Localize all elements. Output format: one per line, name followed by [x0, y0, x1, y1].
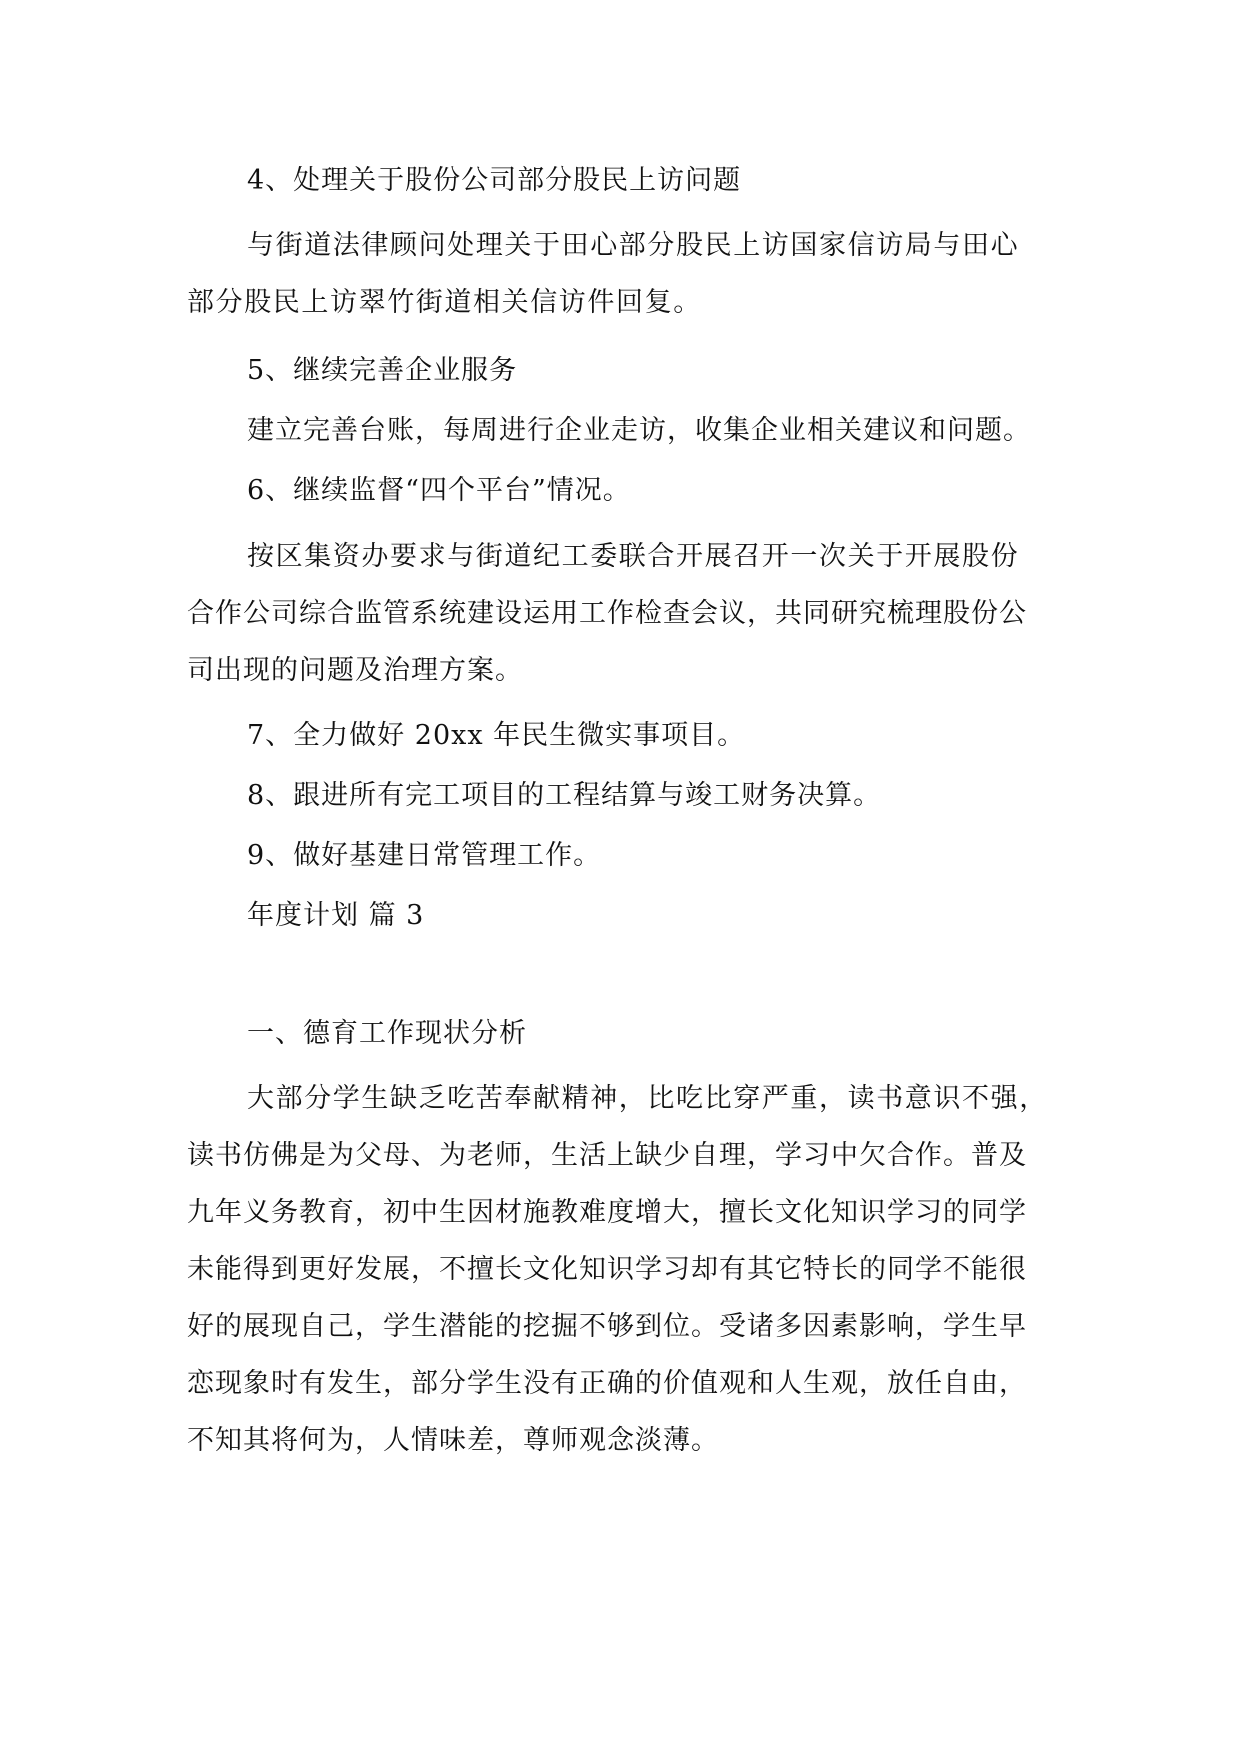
- body-paragraph-line: 不知其将何为，人情味差，尊师观念淡薄。: [187, 1425, 719, 1456]
- body-paragraph-line: 大部分学生缺乏吃苦奉献精神，比吃比穿严重，读书意识不强，: [247, 1083, 1048, 1114]
- body-paragraph-line: 恋现象时有发生，部分学生没有正确的价值观和人生观，放任自由，: [187, 1368, 1027, 1399]
- item-heading-8: 8、跟进所有完工项目的工程结算与竣工财务决算。: [247, 780, 882, 811]
- item-heading-4: 4、处理关于股份公司部分股民上访问题: [247, 165, 742, 196]
- body-paragraph-line: 九年义务教育，初中生因材施教难度增大，擅长文化知识学习的同学: [187, 1197, 1027, 1228]
- body-paragraph-line: 未能得到更好发展，不擅长文化知识学习却有其它特长的同学不能很: [187, 1254, 1027, 1285]
- section-title: 年度计划 篇 3: [247, 900, 425, 931]
- item-heading-7: 7、全力做好 20xx 年民生微实事项目。: [247, 720, 746, 751]
- item-heading-9: 9、做好基建日常管理工作。: [247, 840, 602, 871]
- body-paragraph-line: 司出现的问题及治理方案。: [187, 655, 523, 686]
- body-paragraph-line: 建立完善台账，每周进行企业走访，收集企业相关建议和问题。: [247, 415, 1031, 446]
- body-paragraph-line: 好的展现自己，学生潜能的挖掘不够到位。受诸多因素影响，学生早: [187, 1311, 1027, 1342]
- item-heading-6: 6、继续监督“四个平台”情况。: [247, 475, 631, 506]
- body-paragraph-line: 按区集资办要求与街道纪工委联合开展召开一次关于开展股份: [247, 541, 1020, 572]
- body-paragraph-line: 与街道法律顾问处理关于田心部分股民上访国家信访局与田心: [247, 230, 1020, 261]
- body-paragraph-line: 部分股民上访翠竹街道相关信访件回复。: [187, 287, 702, 318]
- item-heading-5: 5、继续完善企业服务: [247, 355, 518, 386]
- body-paragraph-line: 合作公司综合监管系统建设运用工作检查会议，共同研究梳理股份公: [187, 598, 1027, 629]
- subsection-heading: 一、德育工作现状分析: [247, 1018, 527, 1049]
- body-paragraph-line: 读书仿佛是为父母、为老师，生活上缺少自理，学习中欠合作。普及: [187, 1140, 1027, 1171]
